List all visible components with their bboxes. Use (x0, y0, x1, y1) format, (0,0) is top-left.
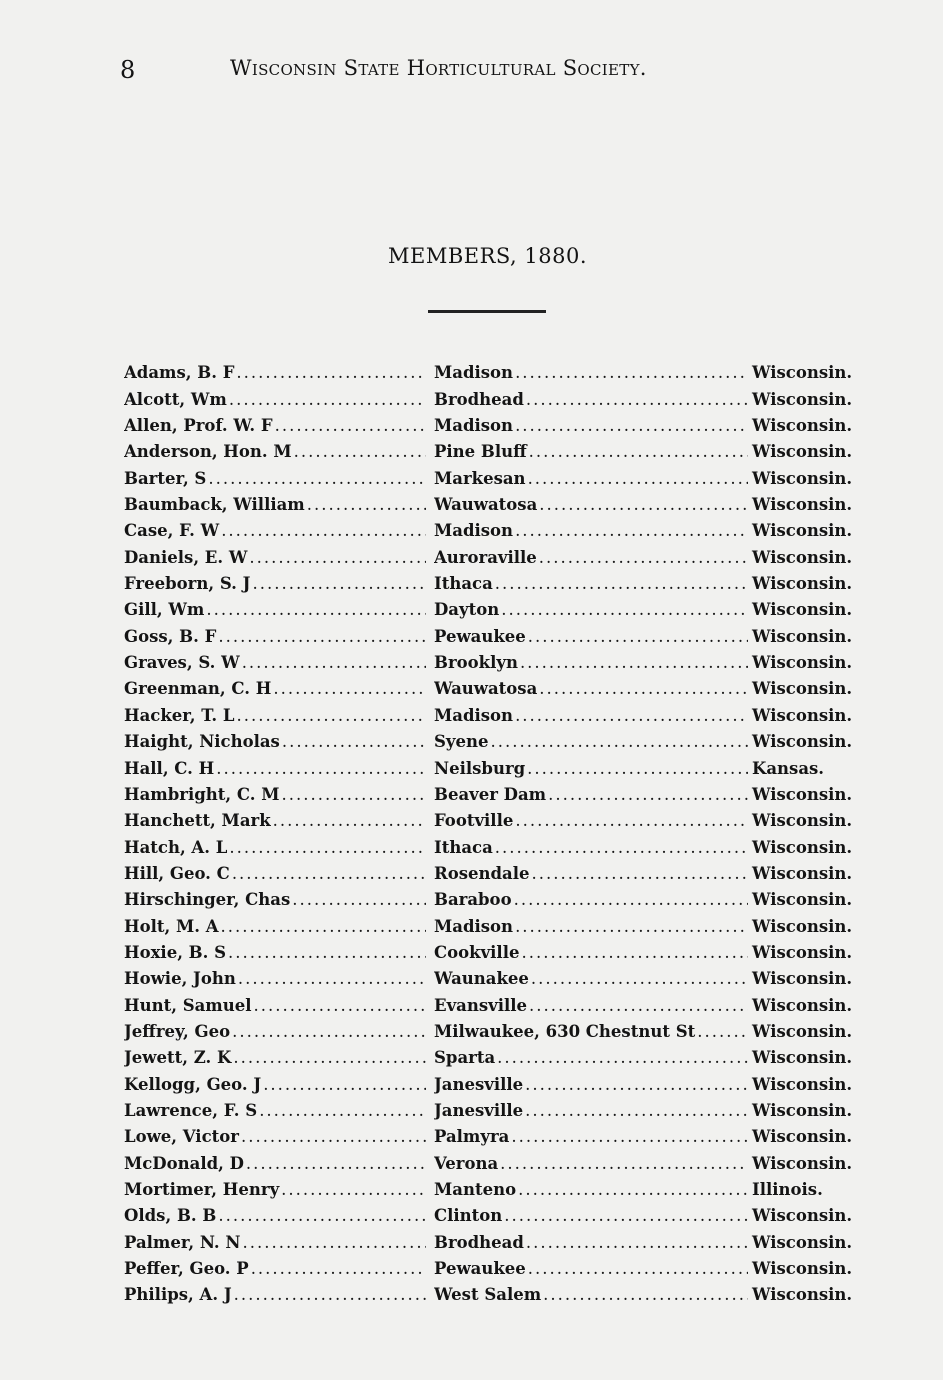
member-town-cell (434, 1206, 748, 1225)
dot-leader (513, 363, 748, 382)
member-state: Wisconsin. (752, 1285, 853, 1305)
dot-leader (234, 363, 426, 382)
member-row (124, 672, 864, 698)
dot-leader (234, 706, 426, 725)
dot-leader (526, 1259, 748, 1278)
dot-leader (537, 548, 748, 567)
dot-leader (537, 679, 748, 698)
dot-leader (493, 574, 748, 593)
member-row (124, 1120, 864, 1146)
dot-leader (252, 996, 426, 1015)
member-name-cell (124, 732, 426, 751)
member-name-cell (124, 943, 426, 962)
member-name: Howie, John (124, 969, 236, 989)
member-row (124, 962, 864, 988)
member-town-cell (434, 390, 748, 409)
member-name-cell (124, 574, 426, 593)
member-name: Peffer, Geo. P (124, 1259, 249, 1279)
member-town-cell (434, 442, 748, 461)
member-town-cell (434, 785, 748, 804)
member-state: Illinois. (752, 1180, 823, 1199)
title-rule (428, 310, 546, 313)
dot-leader (280, 732, 426, 751)
member-name: Olds, B. B (124, 1206, 217, 1226)
member-name-cell (124, 838, 426, 857)
member-state: Wisconsin. (752, 811, 853, 831)
member-state: Wisconsin. (752, 942, 853, 962)
member-name: Hunt, Samuel (124, 995, 252, 1015)
member-name: Goss, B. F (124, 626, 217, 646)
member-town-cell (434, 917, 748, 936)
member-name: Lowe, Victor (124, 1127, 239, 1147)
dot-leader (250, 574, 426, 593)
dot-leader (695, 1022, 748, 1041)
member-town-cell (434, 1022, 748, 1041)
dot-leader (519, 943, 748, 962)
member-row (124, 567, 864, 593)
member-row (124, 382, 864, 408)
member-row (124, 804, 864, 830)
member-state: Wisconsin. (752, 1127, 853, 1147)
dot-leader (512, 890, 748, 909)
member-town-cell (434, 653, 748, 672)
member-row (124, 988, 864, 1014)
member-town-cell (434, 996, 748, 1015)
member-name-cell (124, 1206, 426, 1225)
member-name-cell (124, 469, 426, 488)
member-state: Wisconsin. (752, 600, 853, 620)
member-name: Holt, M. A (124, 916, 219, 936)
dot-leader (206, 469, 426, 488)
member-state: Wisconsin. (752, 837, 853, 857)
dot-leader (216, 1206, 426, 1225)
member-town: Verona (434, 1153, 499, 1173)
member-name: Hacker, T. L (124, 705, 235, 725)
member-state: Wisconsin. (752, 1074, 853, 1094)
dot-leader (271, 679, 426, 698)
member-name: Palmer, N. N (124, 1232, 241, 1252)
dot-leader (495, 1048, 748, 1067)
member-name-cell (124, 1233, 426, 1252)
member-name: Alcott, Wm (124, 389, 227, 409)
member-row (124, 857, 864, 883)
member-town: Janesville (434, 1100, 524, 1120)
member-town-cell (434, 969, 748, 988)
member-row (124, 1173, 864, 1199)
member-name: Jeffrey, Geo (124, 1021, 231, 1041)
dot-leader (236, 969, 426, 988)
member-name: Hill, Geo. C (124, 863, 230, 883)
dot-leader (271, 811, 426, 830)
member-town-cell (434, 1048, 748, 1067)
member-name-cell (124, 785, 426, 804)
member-name-cell (124, 627, 426, 646)
dot-leader (279, 785, 426, 804)
dot-leader (525, 759, 748, 778)
member-town: Madison (434, 521, 514, 541)
member-town-cell (434, 943, 748, 962)
member-name-cell (124, 1127, 426, 1146)
dot-leader (231, 1048, 426, 1067)
member-row (124, 1225, 864, 1251)
member-name-cell (124, 1180, 426, 1199)
dot-leader (230, 1022, 426, 1041)
member-town: Syene (434, 732, 489, 752)
page-number: 8 (120, 56, 136, 84)
member-name: Mortimer, Henry (124, 1180, 280, 1199)
member-row (124, 725, 864, 751)
running-title: Wisconsin State Horticultural Society. (230, 56, 647, 80)
member-state: Wisconsin. (752, 468, 853, 488)
member-name: Baumback, William (124, 495, 305, 515)
member-state: Wisconsin. (752, 626, 853, 646)
member-town: Madison (434, 416, 514, 436)
dot-leader (279, 1180, 426, 1199)
dot-leader (204, 600, 426, 619)
dot-leader (247, 548, 426, 567)
member-town-cell (434, 864, 748, 883)
dot-leader (524, 390, 748, 409)
member-state: Wisconsin. (752, 363, 853, 383)
member-town-cell (434, 1075, 748, 1094)
member-town-cell (434, 838, 748, 857)
member-town-cell (434, 1180, 748, 1199)
member-town: Brooklyn (434, 653, 518, 673)
member-state: Wisconsin. (752, 1048, 853, 1068)
member-town: Palmyra (434, 1127, 510, 1147)
dot-leader (526, 469, 748, 488)
dot-leader (513, 521, 748, 540)
member-name: Hirschinger, Chas (124, 890, 291, 910)
dot-leader (239, 1127, 426, 1146)
member-row (124, 936, 864, 962)
member-row (124, 1199, 864, 1225)
member-town: Clinton (434, 1206, 503, 1226)
member-town-cell (434, 706, 748, 725)
member-name: Adams, B. F (124, 363, 235, 383)
member-town-cell (434, 759, 748, 778)
dot-leader (261, 1075, 426, 1094)
dot-leader (541, 1285, 748, 1304)
member-state: Wisconsin. (752, 916, 853, 936)
dot-leader (513, 811, 748, 830)
member-town: Sparta (434, 1048, 496, 1068)
member-town: Neilsburg (434, 758, 526, 778)
member-row (124, 435, 864, 461)
member-name-cell (124, 969, 426, 988)
member-town-cell (434, 416, 748, 435)
dot-leader (227, 390, 426, 409)
dot-leader (240, 1233, 426, 1252)
member-town: Dayton (434, 600, 500, 620)
dot-leader (526, 627, 748, 646)
member-town: Madison (434, 705, 514, 725)
dot-leader (523, 1075, 748, 1094)
dot-leader (290, 890, 426, 909)
member-town: Auroraville (434, 547, 537, 567)
member-town-cell (434, 732, 748, 751)
member-state: Wisconsin. (752, 863, 853, 883)
member-state: Wisconsin. (752, 389, 853, 409)
member-row (124, 1278, 864, 1304)
member-name: Freeborn, S. J (124, 574, 251, 594)
dot-leader (524, 1233, 748, 1252)
member-town: Footville (434, 811, 514, 831)
member-state: Wisconsin. (752, 574, 853, 594)
dot-leader (244, 1154, 426, 1173)
member-town-cell (434, 1101, 748, 1120)
member-name-cell (124, 1048, 426, 1067)
dot-leader (489, 732, 749, 751)
member-town-cell (434, 1285, 748, 1304)
member-name-cell (124, 864, 426, 883)
member-state: Wisconsin. (752, 679, 853, 699)
member-row (124, 830, 864, 856)
member-row (124, 356, 864, 382)
member-name: Hambright, C. M (124, 784, 280, 804)
member-name-cell (124, 996, 426, 1015)
dot-leader (516, 1180, 748, 1199)
member-town: West Salem (434, 1285, 542, 1305)
member-state: Wisconsin. (752, 732, 853, 752)
member-name-cell (124, 1154, 426, 1173)
member-town: Pine Bluff (434, 442, 527, 462)
member-state: Wisconsin. (752, 890, 853, 910)
member-town-cell (434, 1154, 748, 1173)
dot-leader (292, 442, 426, 461)
member-name-cell (124, 1101, 426, 1120)
member-town: Ithaca (434, 837, 493, 857)
member-town-cell (434, 363, 748, 382)
member-state: Wisconsin. (752, 1021, 853, 1041)
page-header (118, 50, 758, 90)
member-row (124, 409, 864, 435)
member-state: Kansas. (752, 758, 825, 778)
dot-leader (305, 495, 426, 514)
dot-leader (240, 653, 426, 672)
member-town: Janesville (434, 1074, 524, 1094)
member-name-cell (124, 653, 426, 672)
member-state: Wisconsin. (752, 1153, 853, 1173)
dot-leader (214, 759, 426, 778)
dot-leader (530, 864, 749, 883)
member-state: Wisconsin. (752, 1206, 853, 1226)
member-name: Greenman, C. H (124, 679, 272, 699)
member-name: Haight, Nicholas (124, 732, 280, 752)
member-name-cell (124, 521, 426, 540)
member-name-cell (124, 442, 426, 461)
member-town: Milwaukee, 630 Chestnut St (434, 1021, 696, 1041)
member-name-cell (124, 759, 426, 778)
dot-leader (249, 1259, 426, 1278)
member-state: Wisconsin. (752, 995, 853, 1015)
member-name-cell (124, 706, 426, 725)
member-name: Lawrence, F. S (124, 1100, 258, 1120)
member-name: Philips, A. J (124, 1285, 232, 1305)
member-town-cell (434, 600, 748, 619)
member-town: Pewaukee (434, 1259, 526, 1279)
member-name-cell (124, 811, 426, 830)
member-name-cell (124, 1259, 426, 1278)
member-name-cell (124, 1075, 426, 1094)
member-row (124, 1041, 864, 1067)
member-name: Barter, S (124, 468, 207, 488)
member-town-cell (434, 679, 748, 698)
member-town: Wauwatosa (434, 495, 538, 515)
member-town: Evansville (434, 995, 528, 1015)
member-town: Brodhead (434, 1232, 524, 1252)
member-name-cell (124, 416, 426, 435)
dot-leader (227, 838, 426, 857)
member-row (124, 646, 864, 672)
member-town: Markesan (434, 468, 526, 488)
member-town-cell (434, 574, 748, 593)
member-town-cell (434, 627, 748, 646)
member-name: Jewett, Z. K (124, 1048, 232, 1068)
member-town: Baraboo (434, 890, 512, 910)
member-town-cell (434, 890, 748, 909)
member-town-cell (434, 495, 748, 514)
member-row (124, 698, 864, 724)
dot-leader (499, 600, 748, 619)
member-town: Waunakee (434, 969, 529, 989)
member-row (124, 1146, 864, 1172)
member-town-cell (434, 811, 748, 830)
member-name-cell (124, 1285, 426, 1304)
member-town: Cookville (434, 942, 520, 962)
member-name: Hanchett, Mark (124, 811, 271, 831)
dot-leader (527, 442, 748, 461)
dot-leader (498, 1154, 748, 1173)
member-town: Madison (434, 363, 514, 383)
section-title: MEMBERS, 1880. (387, 244, 587, 268)
member-state: Wisconsin. (752, 1259, 853, 1279)
member-name: Case, F. W (124, 521, 220, 541)
member-name: Daniels, E. W (124, 547, 248, 567)
member-state: Wisconsin. (752, 705, 853, 725)
member-state: Wisconsin. (752, 969, 853, 989)
member-town: Rosendale (434, 863, 530, 883)
member-name: Allen, Prof. W. F (124, 416, 273, 436)
dot-leader (523, 1101, 748, 1120)
member-name-cell (124, 495, 426, 514)
member-town: Brodhead (434, 389, 524, 409)
dot-leader (230, 864, 426, 883)
dot-leader (513, 416, 748, 435)
member-row (124, 514, 864, 540)
member-row (124, 1094, 864, 1120)
member-town-cell (434, 1259, 748, 1278)
member-list (124, 356, 864, 1304)
dot-leader (527, 996, 748, 1015)
member-town: Manteno (434, 1180, 517, 1199)
member-state: Wisconsin. (752, 442, 853, 462)
dot-leader (219, 917, 426, 936)
member-town: Beaver Dam (434, 784, 547, 804)
member-state: Wisconsin. (752, 416, 853, 436)
member-name-cell (124, 1022, 426, 1041)
member-row (124, 1252, 864, 1278)
member-state: Wisconsin. (752, 784, 853, 804)
member-name-cell (124, 390, 426, 409)
member-state: Wisconsin. (752, 547, 853, 567)
member-name-cell (124, 548, 426, 567)
member-name-cell (124, 890, 426, 909)
member-state: Wisconsin. (752, 495, 853, 515)
member-town-cell (434, 1233, 748, 1252)
dot-leader (537, 495, 748, 514)
member-name: Hatch, A. L (124, 837, 228, 857)
dot-leader (226, 943, 426, 962)
dot-leader (257, 1101, 426, 1120)
member-town-cell (434, 548, 748, 567)
member-state: Wisconsin. (752, 653, 853, 673)
member-town-cell (434, 521, 748, 540)
member-row (124, 778, 864, 804)
member-row (124, 883, 864, 909)
member-row (124, 1015, 864, 1041)
dot-leader (513, 706, 748, 725)
member-row (124, 619, 864, 645)
dot-leader (219, 521, 426, 540)
dot-leader (502, 1206, 748, 1225)
member-state: Wisconsin. (752, 1100, 853, 1120)
dot-leader (216, 627, 426, 646)
member-state: Wisconsin. (752, 1232, 853, 1252)
member-name: Gill, Wm (124, 600, 205, 620)
dot-leader (273, 416, 426, 435)
member-row (124, 593, 864, 619)
member-name-cell (124, 363, 426, 382)
member-row (124, 540, 864, 566)
member-state: Wisconsin. (752, 521, 853, 541)
dot-leader (513, 917, 748, 936)
member-row (124, 751, 864, 777)
dot-leader (529, 969, 748, 988)
dot-leader (518, 653, 748, 672)
dot-leader (232, 1285, 426, 1304)
member-town: Ithaca (434, 574, 493, 594)
member-name-cell (124, 600, 426, 619)
member-town: Wauwatosa (434, 679, 538, 699)
member-name: Kellogg, Geo. J (124, 1074, 262, 1094)
member-town: Madison (434, 916, 514, 936)
member-row (124, 461, 864, 487)
member-name: Anderson, Hon. M (124, 442, 292, 462)
dot-leader (493, 838, 748, 857)
dot-leader (546, 785, 748, 804)
member-name: Hall, C. H (124, 758, 215, 778)
dot-leader (509, 1127, 748, 1146)
member-town: Pewaukee (434, 626, 526, 646)
member-row (124, 909, 864, 935)
member-name: Hoxie, B. S (124, 942, 227, 962)
member-name-cell (124, 679, 426, 698)
member-town-cell (434, 469, 748, 488)
member-name: McDonald, D (124, 1153, 244, 1173)
member-row (124, 1067, 864, 1093)
member-row (124, 488, 864, 514)
member-town-cell (434, 1127, 748, 1146)
member-name-cell (124, 917, 426, 936)
member-name: Graves, S. W (124, 653, 240, 673)
